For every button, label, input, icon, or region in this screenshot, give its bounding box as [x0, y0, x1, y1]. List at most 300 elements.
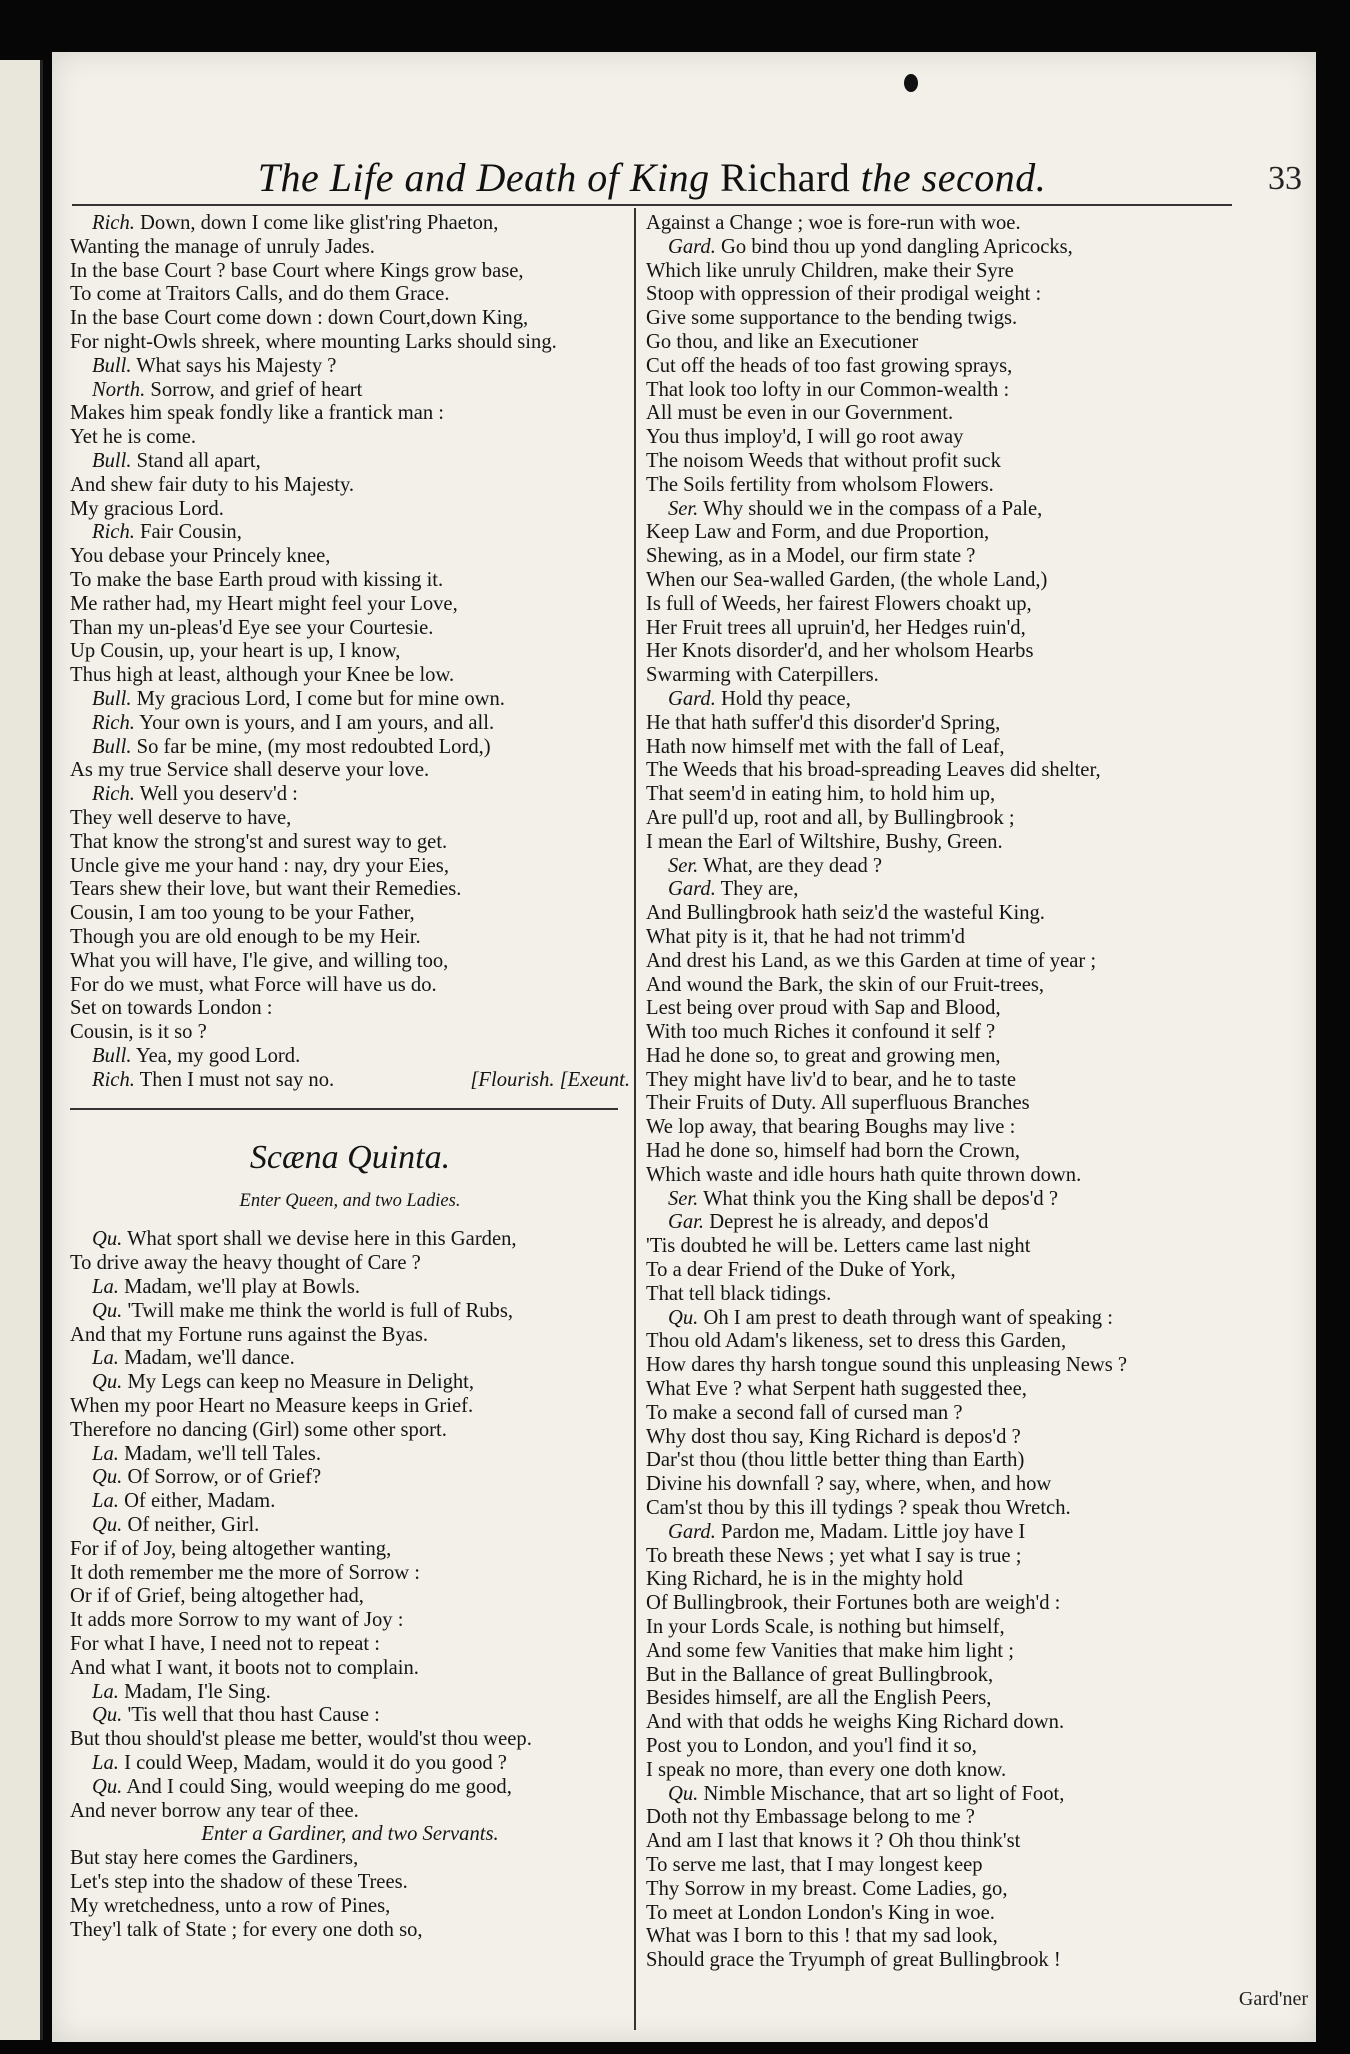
verse-text: Which like unruly Children, make their Syre — [646, 259, 1014, 282]
verse-line — [646, 1878, 1286, 1902]
verse-text: Stoop with oppression of their prodigal weight : — [646, 283, 1042, 306]
verse-text: But stay here comes the Gardiners, — [70, 1847, 359, 1870]
verse-line — [70, 807, 630, 831]
running-title-end: the second. — [860, 155, 1047, 200]
verse-text: Uncle give me your hand : nay, dry your Eies, — [70, 854, 449, 877]
verse-text: How dares thy harsh tongue sound this unpleasing News ? — [646, 1354, 1128, 1377]
verse-line — [70, 712, 630, 736]
verse-text: To meet at London London's King in woe. — [646, 1901, 995, 1924]
verse-line — [646, 1021, 1286, 1045]
verse-line — [646, 569, 1286, 593]
verse-line — [646, 855, 1286, 879]
verse-text: Then I must not say no. — [139, 1068, 335, 1091]
verse-line — [646, 331, 1286, 355]
right-column — [646, 212, 1286, 1973]
verse-line — [646, 1545, 1286, 1569]
verse-line — [646, 1664, 1286, 1688]
speaker-prefix: Rich. — [92, 783, 135, 806]
verse-line — [646, 1116, 1286, 1140]
stage-direction-exeunt: [Flourish. [Exeunt. — [470, 1068, 630, 1091]
verse-line — [70, 759, 630, 783]
verse-text: Hold thy peace, — [721, 687, 851, 710]
verse-text: 'Tis doubted he will be. Letters came last night — [646, 1235, 1031, 1258]
verse-line — [70, 498, 630, 522]
verse-text: To breath these News ; yet what I say is true ; — [646, 1544, 1022, 1567]
scene-heading: Scæna Quinta. — [249, 1139, 451, 1177]
verse-line — [646, 355, 1286, 379]
verse-text: Against a Change ; woe is fore-run with woe. — [646, 212, 1021, 234]
verse-text: And shew fair duty to his Majesty. — [70, 473, 355, 496]
verse-text: In your Lords Scale, is nothing but himself, — [646, 1616, 1005, 1639]
verse-line — [70, 1919, 630, 1943]
verse-line — [70, 1324, 630, 1348]
verse-text: They well deserve to have, — [70, 806, 292, 829]
verse-line — [70, 236, 630, 260]
verse-text: Thou old Adam's likeness, set to dress this Garden, — [646, 1330, 1067, 1353]
stage-direction-gardiner: Enter a Gardiner, and two Servants. — [201, 1823, 499, 1846]
verse-line — [70, 688, 630, 712]
left-column — [70, 212, 630, 1942]
verse-text: Are pull'd up, root and all, by Bullingbrook ; — [646, 806, 1015, 829]
verse-text: They are, — [720, 878, 799, 901]
verse-line — [646, 664, 1286, 688]
verse-line — [70, 997, 630, 1021]
speaker-prefix: Bull. — [92, 1044, 132, 1067]
verse-text: Thy Sorrow in my breast. Come Ladies, go, — [646, 1877, 1008, 1900]
verse-line — [646, 712, 1286, 736]
verse-text: And am I last that knows it ? Oh thou think'st — [646, 1830, 1021, 1853]
verse-text: King Richard, he is in the mighty hold — [646, 1568, 963, 1591]
verse-text: That know the strong'st and surest way to get. — [70, 830, 448, 853]
verse-line — [70, 1347, 630, 1371]
verse-text: Let's step into the shadow of these Trees. — [70, 1871, 408, 1893]
verse-text: Or if of Grief, being altogether had, — [70, 1585, 364, 1608]
page-header — [72, 148, 1302, 206]
verse-line — [646, 1687, 1286, 1711]
verse-line — [70, 450, 630, 474]
column-divider — [634, 208, 636, 2030]
verse-text: Deprest he is already, and depos'd — [709, 1211, 989, 1234]
verse-line — [646, 831, 1286, 855]
speaker-prefix: Qu. — [92, 1704, 123, 1727]
verse-text: Go bind thou up yond dangling Apricocks, — [721, 235, 1073, 258]
verse-line — [646, 807, 1286, 831]
verse-line — [646, 878, 1286, 902]
verse-line — [646, 1783, 1286, 1807]
speaker-prefix: Bull. — [92, 687, 132, 710]
verse-text: And Bullingbrook hath seiz'd the wasteful King. — [646, 902, 1045, 925]
verse-line — [646, 1902, 1286, 1926]
verse-line — [70, 545, 630, 569]
verse-text: But in the Ballance of great Bullingbrook, — [646, 1663, 994, 1686]
speaker-prefix: North. — [92, 378, 146, 401]
verse-text: What Eve ? what Serpent hath suggested thee, — [646, 1378, 1027, 1401]
page-number: 33 — [1268, 160, 1302, 197]
verse-text: 'Tis well that thou hast Cause : — [127, 1704, 380, 1727]
verse-text: It adds more Sorrow to my want of Joy : — [70, 1609, 404, 1632]
verse-line — [70, 260, 630, 284]
verse-line — [646, 1711, 1286, 1735]
verse-line — [70, 1752, 630, 1776]
speaker-prefix: Rich. — [92, 212, 135, 234]
verse-line — [70, 926, 630, 950]
verse-line — [646, 1259, 1286, 1283]
verse-text: Her Fruit trees all upruin'd, her Hedges ruin'd, — [646, 616, 1026, 639]
verse-text: What, are they dead ? — [703, 854, 883, 877]
page-hole-mark — [904, 74, 918, 92]
verse-line — [646, 1806, 1286, 1830]
verse-text: When my poor Heart no Measure keeps in Grief. — [70, 1395, 474, 1418]
verse-text: Though you are old enough to be my Heir. — [70, 925, 421, 948]
verse-line — [70, 1585, 630, 1609]
verse-text: Madam, we'll dance. — [124, 1347, 295, 1370]
speaker-prefix: La. — [92, 1442, 119, 1465]
verse-text: Dar'st thou (thou little better thing than Earth) — [646, 1449, 1025, 1472]
verse-text: To a dear Friend of the Duke of York, — [646, 1259, 956, 1282]
speaker-prefix: La. — [92, 1490, 119, 1513]
verse-line — [70, 664, 630, 688]
verse-text: You debase your Princely knee, — [70, 545, 331, 568]
verse-line — [646, 1592, 1286, 1616]
verse-text: Divine his downfall ? say, where, when, and how — [646, 1473, 1052, 1496]
verse-line — [646, 997, 1286, 1021]
verse-text: Thus high at least, although your Knee be low. — [70, 664, 455, 687]
verse-text: Yet he is come. — [70, 426, 197, 449]
verse-text: Me rather had, my Heart might feel your Love, — [70, 592, 458, 615]
verse-line — [646, 236, 1286, 260]
verse-text: All must be even in our Government. — [646, 402, 954, 425]
verse-line — [646, 1164, 1286, 1188]
verse-line — [70, 1371, 630, 1395]
verse-text: And drest his Land, as we this Garden at time of year ; — [646, 949, 1097, 972]
verse-text: What says his Majesty ? — [136, 354, 337, 377]
verse-text: Cousin, is it so ? — [70, 1021, 207, 1044]
verse-line — [70, 426, 630, 450]
verse-text: Your own is yours, and I am yours, and all. — [139, 711, 495, 734]
verse-text: Their Fruits of Duty. All superfluous Branches — [646, 1092, 1030, 1115]
verse-text: For what I have, I need not to repeat : — [70, 1633, 380, 1656]
verse-line — [70, 736, 630, 760]
verse-text: Is full of Weeds, her fairest Flowers choakt up, — [646, 592, 1032, 615]
verse-text: Go thou, and like an Executioner — [646, 330, 919, 353]
speaker-prefix: La. — [92, 1680, 119, 1703]
verse-line — [70, 1490, 630, 1514]
verse-line — [70, 1443, 630, 1467]
verse-line — [646, 1140, 1286, 1164]
verse-text: Nimble Mischance, that art so light of Foot, — [703, 1782, 1065, 1805]
catchword: Gard'ner — [1238, 1988, 1308, 2010]
verse-line — [646, 1497, 1286, 1521]
verse-line — [646, 736, 1286, 760]
verse-line — [646, 1045, 1286, 1069]
verse-line — [646, 1069, 1286, 1093]
verse-line — [70, 1045, 630, 1069]
verse-text: You thus imploy'd, I will go root away — [646, 426, 964, 449]
verse-line — [70, 307, 630, 331]
verse-text: Cousin, I am too young to be your Father, — [70, 902, 415, 925]
verse-text: Stand all apart, — [136, 449, 261, 472]
verse-line — [70, 855, 630, 879]
verse-text: That seem'd in eating him, to hold him up, — [646, 783, 996, 806]
verse-line — [646, 474, 1286, 498]
verse-text: Cam'st thou by this ill tydings ? speak thou Wretch. — [646, 1497, 1071, 1520]
verse-text: The Soils fertility from wholsom Flowers. — [646, 473, 994, 496]
verse-line — [70, 569, 630, 593]
verse-line — [646, 1854, 1286, 1878]
verse-line — [646, 1211, 1286, 1235]
verse-text: For night-Owls shreek, where mounting Larks should sing. — [70, 330, 557, 353]
verse-text: Doth not thy Embassage belong to me ? — [646, 1806, 975, 1829]
verse-text: Madam, we'll play at Bowls. — [124, 1276, 360, 1299]
verse-text: My wretchedness, unto a row of Pines, — [70, 1894, 391, 1917]
verse-line — [70, 1657, 630, 1681]
speaker-prefix: Gar. — [668, 1211, 705, 1234]
verse-text: They'l talk of State ; for every one doth so, — [70, 1918, 423, 1941]
verse-line — [646, 1830, 1286, 1854]
verse-line — [70, 1276, 630, 1300]
speaker-prefix: Qu. — [92, 1775, 123, 1798]
speaker-prefix: Qu. — [92, 1371, 123, 1394]
verse-text: Of neither, Girl. — [127, 1514, 260, 1537]
verse-text: I could Weep, Madam, would it do you good ? — [124, 1752, 507, 1775]
verse-line — [70, 1895, 630, 1919]
verse-line — [70, 1300, 630, 1324]
verse-text: Oh I am prest to death through want of speaking : — [703, 1306, 1113, 1329]
verse-text: For if of Joy, being altogether wanting, — [70, 1537, 392, 1560]
verse-line — [646, 783, 1286, 807]
verse-line — [646, 593, 1286, 617]
verse-text: To drive away the heavy thought of Care ? — [70, 1252, 421, 1275]
verse-line — [646, 1354, 1286, 1378]
verse-line — [646, 1283, 1286, 1307]
speaker-prefix: Rich. — [92, 521, 135, 544]
verse-text: It doth remember me the more of Sorrow : — [70, 1561, 420, 1584]
verse-line — [646, 1378, 1286, 1402]
speaker-prefix: Ser. — [668, 1187, 699, 1210]
verse-text: Of either, Madam. — [124, 1490, 276, 1513]
verse-text: Shewing, as in a Model, our firm state ? — [646, 545, 976, 568]
verse-text: They might have liv'd to bear, and he to taste — [646, 1068, 1017, 1091]
verse-text: What pity is it, that he had not trimm'd — [646, 925, 965, 948]
verse-line — [646, 1449, 1286, 1473]
verse-text: Pardon me, Madam. Little joy have I — [721, 1520, 1026, 1543]
verse-line — [70, 1069, 630, 1093]
verse-text: Up Cousin, up, your heart is up, I know, — [70, 640, 401, 663]
verse-line — [70, 878, 630, 902]
verse-text: So far be mine, (my most redoubted Lord,) — [136, 735, 491, 758]
verse-line — [646, 1307, 1286, 1331]
verse-line — [70, 402, 630, 426]
verse-line — [646, 1568, 1286, 1592]
verse-text: Had he done so, himself had born the Crown, — [646, 1140, 1021, 1163]
speaker-prefix: Qu. — [668, 1782, 699, 1805]
verse-line — [646, 260, 1286, 284]
verse-line — [646, 640, 1286, 664]
speaker-prefix: Ser. — [668, 854, 699, 877]
verse-line — [646, 1616, 1286, 1640]
speaker-prefix: La. — [92, 1752, 119, 1775]
verse-line — [70, 1871, 630, 1895]
speaker-prefix: Ser. — [668, 497, 699, 520]
verse-line — [646, 379, 1286, 403]
verse-text: And with that odds he weighs King Richard down. — [646, 1711, 1065, 1734]
verse-line — [646, 974, 1286, 998]
verse-text: What think you the King shall be depos'd ? — [703, 1187, 1058, 1210]
verse-line — [70, 1681, 630, 1705]
verse-text: The Weeds that his broad-spreading Leaves did shelter, — [646, 759, 1101, 782]
verse-text: To serve me last, that I may longest keep — [646, 1853, 983, 1876]
verse-text: But thou should'st please me better, would'st thou weep. — [70, 1728, 532, 1751]
verse-line — [646, 521, 1286, 545]
verse-text: Tears shew their love, but want their Remedies. — [70, 878, 462, 901]
verse-text: Makes him speak fondly like a frantick man : — [70, 402, 445, 425]
verse-line — [70, 1562, 630, 1586]
stage-direction-enter: Enter Queen, and two Ladies. — [239, 1191, 461, 1212]
verse-line — [646, 1402, 1286, 1426]
speaker-prefix: Bull. — [92, 354, 132, 377]
verse-line — [70, 1538, 630, 1562]
verse-line — [646, 1473, 1286, 1497]
verse-line — [70, 950, 630, 974]
verse-text: What was I born to this ! that my sad look, — [646, 1925, 998, 1948]
verse-line — [646, 1925, 1286, 1949]
verse-line — [646, 759, 1286, 783]
verse-line — [70, 974, 630, 998]
verse-text: Of Sorrow, or of Grief? — [127, 1466, 322, 1489]
verse-text: For do we must, what Force will have us do. — [70, 973, 437, 996]
running-title-italic: The Life and Death of King — [257, 155, 710, 200]
verse-line — [646, 402, 1286, 426]
verse-text: And that my Fortune runs against the Byas. — [70, 1323, 429, 1346]
verse-text: Keep Law and Form, and due Proportion, — [646, 521, 990, 544]
verse-line — [646, 545, 1286, 569]
verse-text: I mean the Earl of Wiltshire, Bushy, Green. — [646, 830, 1003, 853]
verse-text: Give some supportance to the bending twigs. — [646, 307, 1018, 330]
verse-line — [70, 355, 630, 379]
verse-text: What you will have, I'le give, and willing too, — [70, 949, 449, 972]
verse-line — [70, 783, 630, 807]
verse-line — [70, 1419, 630, 1443]
verse-text: Wanting the manage of unruly Jades. — [70, 235, 375, 258]
verse-text: And never borrow any tear of thee. — [70, 1799, 359, 1822]
left-column-dialogue-bottom — [70, 1228, 630, 1823]
verse-line — [70, 521, 630, 545]
verse-line — [70, 474, 630, 498]
verse-line — [70, 617, 630, 641]
verse-line — [646, 450, 1286, 474]
verse-text: I speak no more, than every one doth know. — [646, 1758, 1007, 1781]
verse-line — [70, 1609, 630, 1633]
verse-line — [70, 283, 630, 307]
speaker-prefix: Gard. — [668, 235, 716, 258]
verse-text: Besides himself, are all the English Peers, — [646, 1687, 992, 1710]
scene-divider-rule — [70, 1108, 618, 1110]
speaker-prefix: Qu. — [92, 1514, 123, 1537]
verse-line — [70, 331, 630, 355]
verse-text: Yea, my good Lord. — [135, 1044, 301, 1067]
speaker-prefix: La. — [92, 1276, 119, 1299]
verse-text: When our Sea-walled Garden, (the whole Land,) — [646, 568, 1048, 591]
speaker-prefix: Gard. — [668, 878, 716, 901]
verse-line — [646, 617, 1286, 641]
speaker-prefix: La. — [92, 1347, 119, 1370]
verse-text: Madam, I'le Sing. — [124, 1680, 271, 1703]
verse-line — [70, 212, 630, 236]
speaker-prefix: Bull. — [92, 449, 132, 472]
verse-text: Had he done so, to great and growing men, — [646, 1044, 1001, 1067]
speaker-prefix: Qu. — [668, 1306, 699, 1329]
verse-line — [70, 1728, 630, 1752]
verse-text: Sorrow, and grief of heart — [150, 378, 363, 401]
verse-text: To make a second fall of cursed man ? — [646, 1401, 963, 1424]
verse-line — [70, 1776, 630, 1800]
verse-line — [70, 1466, 630, 1490]
adjacent-page-edge — [0, 60, 43, 2040]
verse-line — [70, 831, 630, 855]
verse-text: Cut off the heads of too fast growing sprays, — [646, 354, 1013, 377]
verse-text: My Legs can keep no Measure in Delight, — [127, 1371, 475, 1394]
verse-text: Fair Cousin, — [140, 521, 242, 544]
verse-line — [646, 1735, 1286, 1759]
verse-text: Down, down I come like glist'ring Phaeton, — [140, 212, 499, 234]
left-column-dialogue-top — [70, 212, 630, 1069]
verse-text: Post you to London, and you'l find it so, — [646, 1735, 977, 1757]
verse-line — [646, 283, 1286, 307]
verse-text: Set on towards London : — [70, 997, 273, 1020]
verse-text: Hath now himself met with the fall of Leaf, — [646, 735, 1005, 758]
right-column-dialogue — [646, 212, 1286, 1973]
verse-line — [70, 379, 630, 403]
speaker-prefix: Gard. — [668, 687, 716, 710]
verse-line — [646, 1092, 1286, 1116]
verse-text: And wound the Bark, the skin of our Fruit-trees, — [646, 973, 1045, 996]
verse-text: Which waste and idle hours hath quite thrown down. — [646, 1163, 1082, 1186]
left-column-dialogue-end — [70, 1847, 630, 1942]
verse-line — [70, 1252, 630, 1276]
verse-text: In the base Court ? base Court where Kings grow base, — [70, 259, 524, 282]
verse-text: He that hath suffer'd this disorder'd Spring, — [646, 711, 1001, 734]
verse-line — [646, 1426, 1286, 1450]
verse-text: What sport shall we devise here in this Garden, — [127, 1228, 517, 1251]
verse-line — [646, 688, 1286, 712]
verse-text: Her Knots disorder'd, and her wholsom Hearbs — [646, 640, 1034, 663]
speaker-prefix: Qu. — [92, 1299, 123, 1322]
verse-text: Should grace the Tryumph of great Bullingbrook ! — [646, 1949, 1061, 1972]
speaker-prefix: Rich. — [92, 711, 135, 734]
verse-line — [646, 950, 1286, 974]
verse-text: To come at Traitors Calls, and do them Grace. — [70, 283, 450, 306]
verse-line — [70, 1704, 630, 1728]
verse-line — [70, 593, 630, 617]
verse-text: As my true Service shall deserve your love. — [70, 759, 430, 782]
verse-text: That look too lofty in our Common-wealth : — [646, 378, 1010, 401]
verse-line — [646, 926, 1286, 950]
verse-line — [70, 1228, 630, 1252]
verse-text: Than my un-pleas'd Eye see your Courtesie. — [70, 616, 434, 639]
verse-text: Madam, we'll tell Tales. — [124, 1442, 321, 1465]
running-title — [72, 154, 1232, 201]
verse-text: Why dost thou say, King Richard is depos'd ? — [646, 1425, 1021, 1448]
speaker-prefix: Gard. — [668, 1520, 716, 1543]
verse-line — [646, 212, 1286, 236]
verse-text: Of Bullingbrook, their Fortunes both are weigh'd : — [646, 1592, 1061, 1615]
verse-line — [646, 307, 1286, 331]
verse-line — [646, 498, 1286, 522]
verse-line — [70, 640, 630, 664]
verse-text: In the base Court come down : down Court,down King, — [70, 307, 529, 330]
verse-line — [646, 1188, 1286, 1212]
verse-line — [646, 902, 1286, 926]
